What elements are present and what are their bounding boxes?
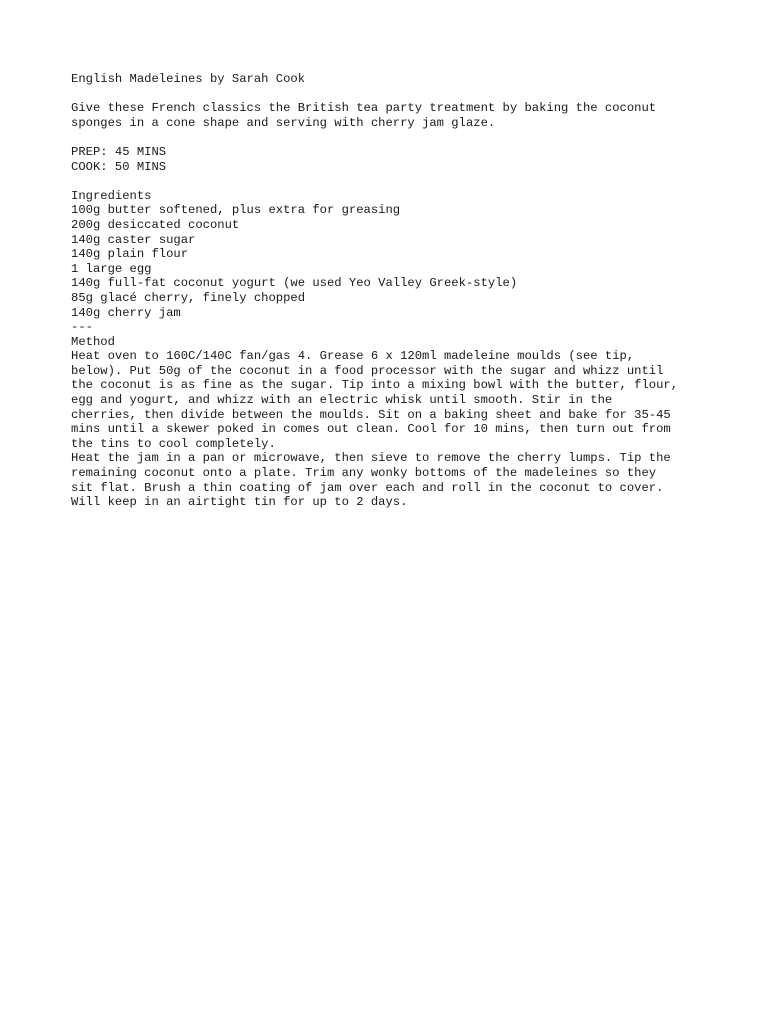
method-line: remaining coconut onto a plate. Trim any wonky bottoms of the madeleines so they xyxy=(71,466,657,481)
spacer xyxy=(71,174,711,189)
intro-line: Give these French classics the British tea party treatment by baking the coconut xyxy=(71,101,657,116)
ingredient-item: 100g butter softened, plus extra for greasing xyxy=(71,203,401,218)
method-line: mins until a skewer poked in comes out clean. Cool for 10 mins, then turn out from xyxy=(71,422,671,437)
ingredient-item: 140g full-fat coconut yogurt (we used Yeo Valley Greek-style) xyxy=(71,276,518,291)
spacer xyxy=(71,130,711,145)
method-line: sit flat. Brush a thin coating of jam over each and roll in the coconut to cover. xyxy=(71,480,664,495)
ingredient-item: 140g caster sugar xyxy=(71,232,196,247)
cook-time: COOK: 50 MINS xyxy=(71,159,167,174)
ingredient-item: 140g plain flour xyxy=(71,247,189,262)
intro-line: sponges in a cone shape and serving with cherry jam glaze. xyxy=(71,115,496,130)
method-line: the tins to cool completely. xyxy=(71,436,276,451)
ingredient-item: 85g glacé cherry, finely chopped xyxy=(71,290,306,305)
method-line: cherries, then divide between the moulds. Sit on a baking sheet and bake for 35-45 xyxy=(71,407,671,422)
method-line: the coconut is as fine as the sugar. Tip into a mixing bowl with the butter, flour, xyxy=(71,378,679,393)
recipe-title: English Madeleines by Sarah Cook xyxy=(71,72,306,86)
method-line: Heat the jam in a pan or microwave, then sieve to remove the cherry lumps. Tip the xyxy=(71,451,671,466)
separator: --- xyxy=(71,320,93,335)
method-line: egg and yogurt, and whizz with an electric whisk until smooth. Stir in the xyxy=(71,393,613,408)
ingredient-item: 1 large egg xyxy=(71,261,152,276)
ingredient-item: 140g cherry jam xyxy=(71,305,181,320)
method-line: Heat oven to 160C/140C fan/gas 4. Grease 6 x 120ml madeleine moulds (see tip, xyxy=(71,349,635,364)
document-page xyxy=(71,72,711,510)
spacer xyxy=(71,87,711,102)
prep-time: PREP: 45 MINS xyxy=(71,144,167,159)
ingredients-heading: Ingredients xyxy=(71,188,152,203)
method-heading: Method xyxy=(71,334,115,349)
method-line: below). Put 50g of the coconut in a food processor with the sugar and whizz until xyxy=(71,363,664,378)
ingredient-item: 200g desiccated coconut xyxy=(71,217,240,232)
method-line: Will keep in an airtight tin for up to 2 days. xyxy=(71,495,408,510)
